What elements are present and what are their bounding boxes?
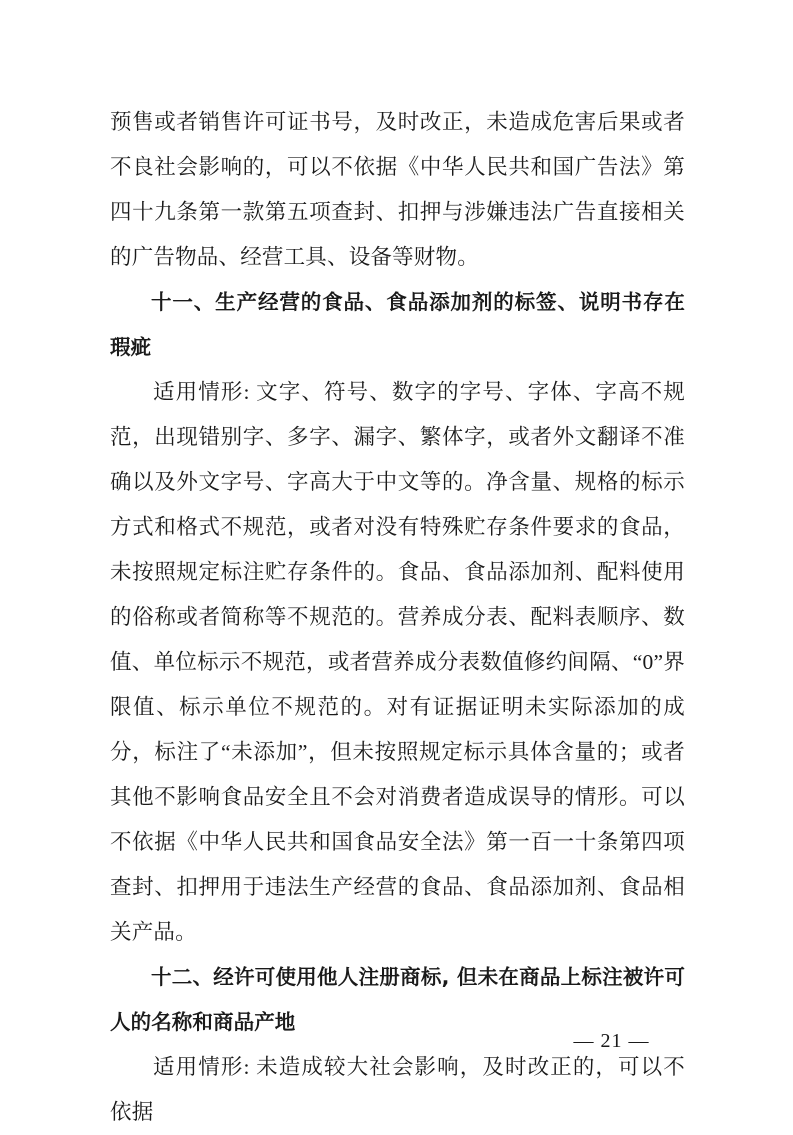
page-number (0, 1030, 793, 1053)
paragraph-item-twelve-applicable: 适用情形: 未造成较大社会影响，及时改正的，可以不依据 (110, 1055, 685, 1124)
paragraph-continued-advertising-law: 预售或者销售许可证书号，及时改正，未造成危害后果或者不良社会影响的，可以不依据《中华人民共和国广告法》第四十九条第一款第五项查封、扣押与涉嫌违法广告直接相关的广告物品、经营工具、设备等财物。 (110, 110, 685, 269)
paragraph-item-eleven-applicable: 适用情形: 文字、符号、数字的字号、字体、字高不规范，出现错别字、多字、漏字、繁体字，或者外文翻译不准确以及外文字号、字高大于中文等的。净含量、规格的标示方式和格式不规范，或者对没有特殊贮存条件要求的食品，未按照规定标注贮存条件的。食品、食品添加剂、配料使用的俗称或者简称等不规范的。营养成分表、配料表顺序、数值、单位标示不规范，或者营养成分表数值修约间隔、“0”界限值、标示单位不规范的。对有证据证明未实际添加的成分，标注了“未添加”，但未按照规定标示具体含量的；或者其他不影响食品安全且不会对消费者造成误导的情形。可以不依据《中华人民共和国食品安全法》第一百一十条第四项查封、扣押用于违法生产经营的食品、食品添加剂、食品相关产品。 (110, 380, 685, 944)
heading-item-twelve: 十二、经许可使用他人注册商标, 但未在商品上标注被许可人的名称和商品产地 (110, 965, 685, 1034)
document-body (110, 100, 685, 1135)
heading-item-eleven: 十一、生产经营的食品、食品添加剂的标签、说明书存在瑕疵 (110, 290, 685, 359)
page-number-text: — 21 — (573, 1030, 650, 1052)
